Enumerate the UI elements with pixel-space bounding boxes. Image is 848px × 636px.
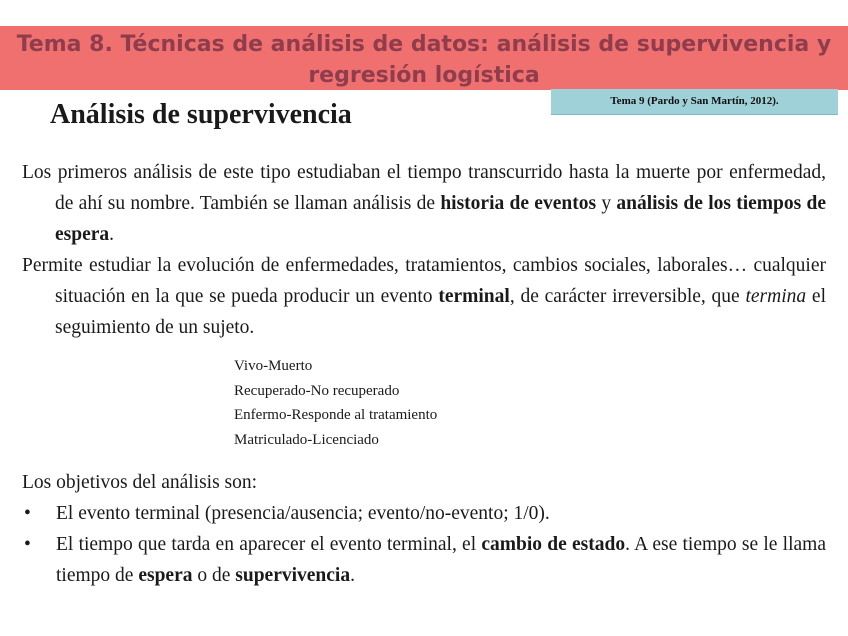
para1-text-1: Los primeros análisis de este tipo estudiaban el tiempo transcurrido hasta la muerte por enfermedad, de ahí su nombre. También se llaman análisis de [22,162,826,214]
examples-list [234,354,437,452]
objective-2-bold-3: supervivencia [235,565,351,586]
objective-2-bold-1: cambio de estado [481,534,626,555]
para2-text-3: el seguimiento de un sujeto. [55,286,827,338]
slide-title: Tema 8. Técnicas de análisis de datos: análisis de supervivencia y regresión logística [16,32,832,88]
reference-text: Tema 9 (Pardo y San Martín, 2012). [610,95,779,107]
objective-1-text: El evento terminal (presencia/ausencia; evento/no-evento; 1/0). [56,503,550,524]
para2-bold-1: terminal [438,286,510,307]
objectives-intro: Los objetivos del análisis son: [22,472,258,493]
objective-item [22,529,826,591]
objective-2-text-4: . [350,565,355,586]
objective-2-bold-2: espera [138,565,193,586]
objective-2-text-2: . A ese tiempo se le llama tiempo de [56,534,826,586]
objective-2-text-1: El tiempo que tarda en aparecer el evento terminal, el [56,534,482,555]
para1-text-3: . [109,224,115,245]
para1-bold-1: historia de eventos [440,193,597,214]
para2-text-2: , de carácter irreversible, que [509,286,746,307]
example-item: Enfermo-Responde al tratamiento [234,407,438,423]
bullet-icon: • [24,534,31,555]
section-heading: Análisis de supervivencia [50,99,352,130]
para1-text-2: y [596,193,617,214]
intro-paragraph [22,157,826,250]
objectives-list [22,498,826,591]
para1-bold-2: análisis de los tiempos de espera [55,193,827,245]
example-item: Recuperado-No recuperado [234,382,400,399]
objective-2-text-3: o de [192,565,236,586]
scope-paragraph [22,250,826,343]
example-item: Vivo-Muerto [234,358,313,374]
example-item: Matriculado-Licenciado [234,431,379,448]
objective-item [22,498,826,529]
bullet-icon: • [24,503,31,524]
reference-box [551,89,838,115]
para2-text-1: Permite estudiar la evolución de enfermedades, tratamientos, cambios sociales, laborales… cualquier situación en la que se pueda producir un evento [22,255,826,307]
para2-italic-1: termina [745,286,807,307]
